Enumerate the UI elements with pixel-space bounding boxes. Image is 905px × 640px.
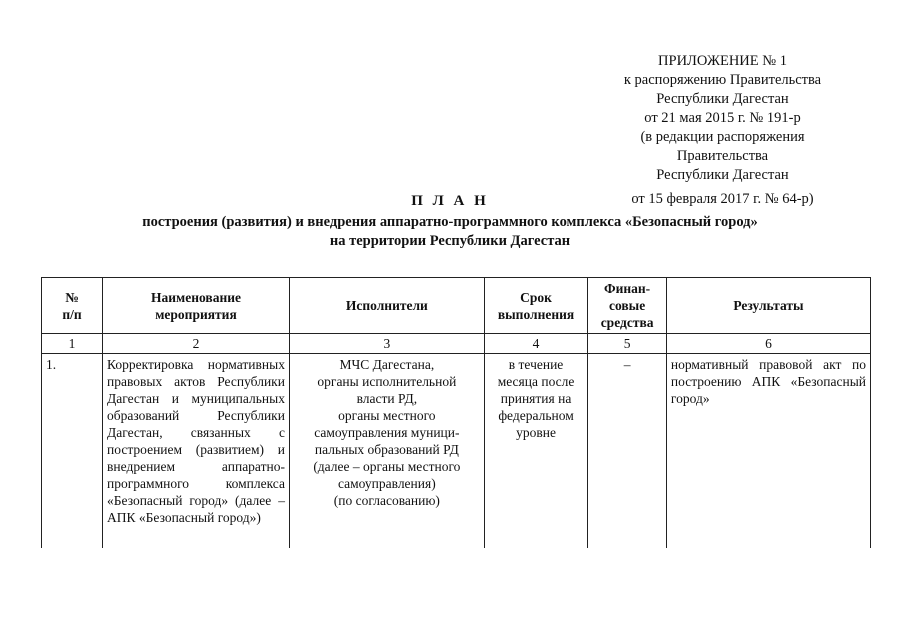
column-number: 5 [588,334,667,354]
plan-table [41,277,871,548]
appendix-line: от 15 февраля 2017 г. № 64-р) [631,191,814,207]
appendix-line: Республики Дагестан [656,167,789,183]
header-term: Срок выполнения [484,278,588,334]
appendix-line: (в редакции распоряжения [640,129,805,145]
table-row [42,354,871,549]
plan-title-block [60,192,840,251]
column-number-row [42,334,871,354]
appendix-header [600,52,845,209]
row-activity-name: Корректировка нормативных правовых актов Республики Дагестан и муниципальных образований Республики Дагестан, связанных с построением (развитием) и внедрением аппаратно-программного комплекса «Безопасный город» (далее – АПК «Безопасный город») [103,354,290,549]
column-number: 1 [42,334,103,354]
column-number: 4 [484,334,588,354]
column-number: 3 [289,334,484,354]
plan-subtitle-line2: на территории Республики Дагестан [329,233,571,249]
column-number: 6 [666,334,870,354]
row-executors: МЧС Дагестана, органы исполнительной власти РД, органы местного самоуправления муници- пальных образований РД (далее – органы местного самоуправления) (по согласованию) [289,354,484,549]
plan-title: П Л А Н [411,193,489,209]
table-header-row [42,278,871,334]
plan-subtitle-line1: построения (развития) и внедрения аппаратно-программного комплекса «Безопасный город» [142,214,758,230]
header-funds: Финан- совые средства [588,278,667,334]
appendix-line: от 21 мая 2015 г. № 191-р [644,110,801,126]
appendix-line: Правительства [676,148,769,164]
header-results: Результаты [666,278,870,334]
appendix-line: ПРИЛОЖЕНИЕ № 1 [658,53,787,69]
row-number: 1. [42,354,103,549]
header-executors: Исполнители [289,278,484,334]
header-number: № п/п [42,278,103,334]
header-activity-name: Наименование мероприятия [103,278,290,334]
appendix-line: к распоряжению Правительства [623,72,822,88]
appendix-line: Республики Дагестан [656,91,789,107]
row-results: нормативный правовой акт по построению АПК «Безопасный город» [666,354,870,549]
row-term: в течение месяца после принятия на федеральном уровне [484,354,588,549]
row-funds: – [588,354,667,549]
column-number: 2 [103,334,290,354]
